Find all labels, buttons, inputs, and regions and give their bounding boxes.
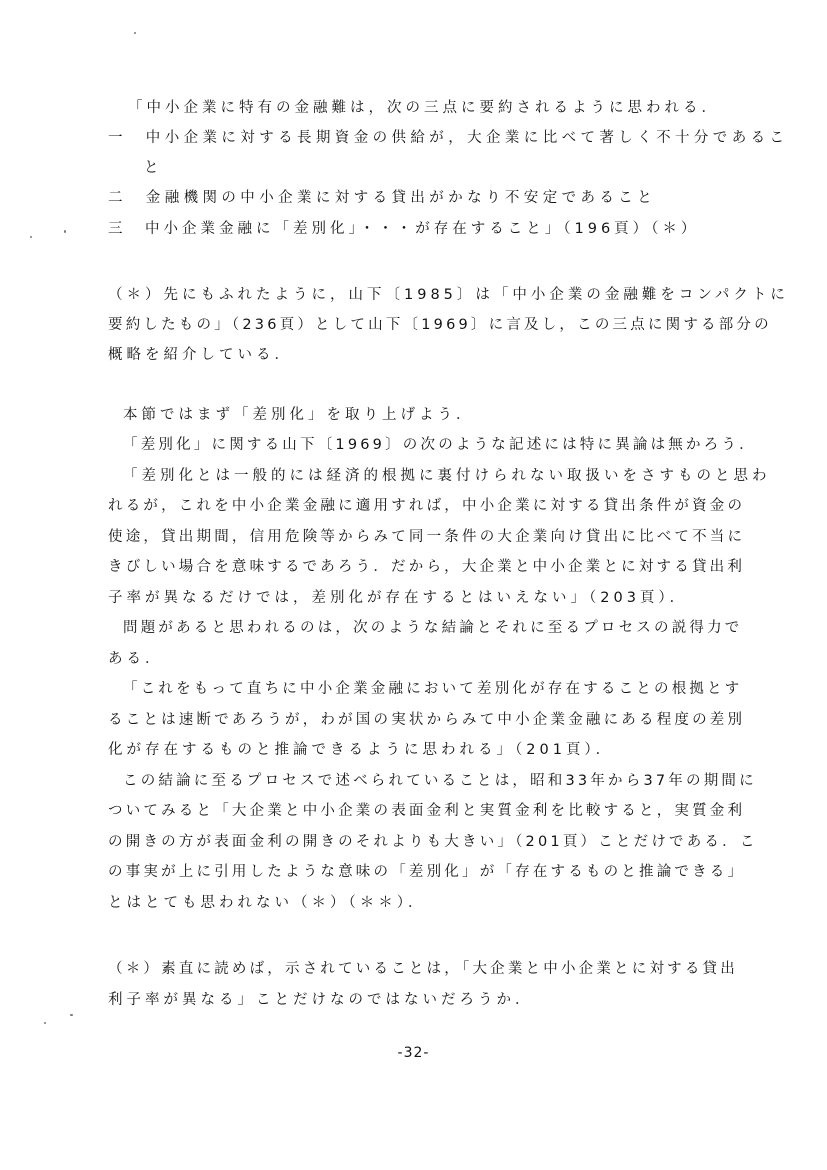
body-quote-line: 子率が異なるだけでは，差別化が存在するとはいえない」（203頁）．	[108, 590, 689, 606]
body-paragraph-line: ついてみると「大企業と中小企業の表面金利と実質金利を比較すると，実質金利	[108, 803, 746, 819]
body-paragraph-line: とはとても思われない（＊）（＊＊）．	[108, 895, 427, 911]
list-item-two-line: 二 金融機関の中小企業に対する貸出がかなり不安定であること	[108, 190, 657, 206]
body-paragraph-line: ある．	[108, 651, 164, 667]
body-paragraph-line: の開きの方が表面金利の開きのそれよりも大きい」（201頁）ことだけである．こ	[108, 834, 758, 850]
quote-intro-line: 「中小企業に特有の金融難は，次の三点に要約されるように思われる．	[128, 100, 720, 116]
list-item-one-line: 一 中小企業に対する長期資金の供給が，大企業に比べて著しく不十分であるこ	[108, 130, 789, 146]
body-paragraph-line: 「差別化」に関する山下〔1969〕の次のような記述には特に異論は無かろう．	[123, 437, 757, 453]
footnote-one-line: 概略を紹介している．	[108, 347, 293, 363]
scan-speck	[44, 1022, 46, 1024]
body-paragraph-line: 本節ではまず「差別化」を取り上げよう．	[123, 407, 475, 423]
footnote-two-line: 利子率が異なる」ことだけなのではないだろうか．	[108, 992, 534, 1008]
scan-speck	[134, 32, 136, 34]
body-paragraph-line: この結論に至るプロセスで述べられていることは，昭和33年から37年の期間に	[123, 773, 757, 789]
list-item-one-continuation: と	[144, 160, 163, 176]
footnote-one-line: （＊）先にもふれたように，山下〔1985〕は「中小企業の金融難をコンパクトに	[108, 287, 789, 303]
scan-speck	[30, 236, 32, 238]
body-paragraph-line: 問題があると思われるのは，次のような結論とそれに至るプロセスの説得力で	[123, 620, 743, 636]
scan-speck	[64, 230, 66, 233]
footnote-two-line: （＊）素直に読めば，示されていることは，「大企業と中小企業とに対する貸出	[108, 961, 738, 977]
body-quote-line: 「これをもって直ちに中小企業金融において差別化が存在することの根拠とす	[123, 681, 743, 697]
body-paragraph-line: の事実が上に引用したような意味の「差別化」が「存在するものと推論できる」	[108, 864, 746, 880]
body-quote-line: 使途，貸出期間，信用危険等からみて同一条件の大企業向け貸出に比べて不当に	[108, 529, 746, 545]
footnote-one-line: 要約したもの」（236頁）として山下〔1969〕に言及し，この三点に関する部分の	[108, 317, 772, 333]
body-quote-line: ることは速断であろうが，わが国の実状からみて中小企業金融にある程度の差別	[108, 712, 746, 728]
body-quote-line: れるが，これを中小企業金融に適用すれば，中小企業に対する貸出条件が資金の	[108, 498, 746, 514]
body-quote-line: 「差別化とは一般的には経済的根拠に裏付けられない取扱いをさすものと思わ	[123, 468, 771, 484]
body-quote-line: 化が存在するものと推論できるように思われる」（201頁）．	[108, 742, 615, 758]
body-quote-line: きびしい場合を意味するであろう．だから，大企業と中小企業とに対する貸出利	[108, 559, 746, 575]
scan-speck	[70, 1014, 73, 1016]
list-item-three-line: 三 中小企業金融に「差別化」・・・が存在すること」（196頁）（＊）	[108, 221, 700, 237]
page-number: -32-	[397, 1045, 430, 1061]
